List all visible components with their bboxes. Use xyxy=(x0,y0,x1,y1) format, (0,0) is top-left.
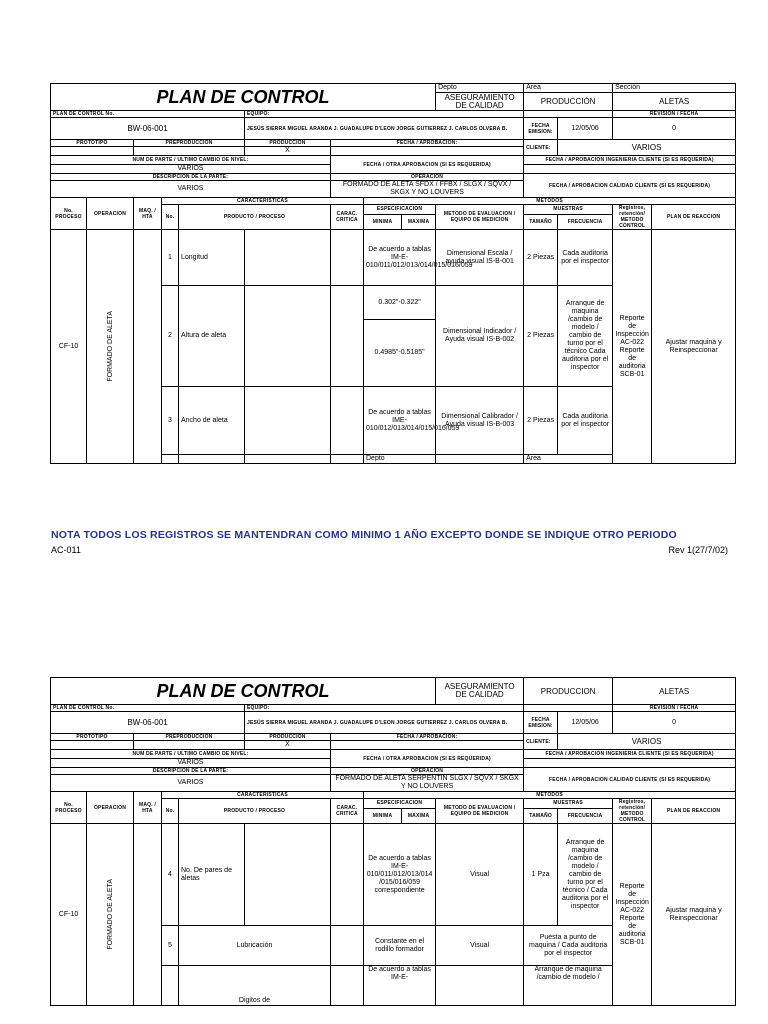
depto-label: Depto xyxy=(438,84,457,91)
row-1-metodo: Dimensional Escala / ayuda visual IS-B-001 xyxy=(436,230,524,286)
form2-header-caracteristicas: CARACTERISTICAS xyxy=(237,792,288,798)
row-2-producto: Altura de aleta xyxy=(179,286,245,387)
form2-header-frecuencia: FRECUENCIA xyxy=(567,812,603,819)
row-3-no: 3 xyxy=(162,387,179,455)
retention-note: NOTA TODOS LOS REGISTROS SE MANTENDRAN COMO MINIMO 1 AÑO EXCEPTO DONDE SE INDIQUE OTRO PERIODO xyxy=(51,529,677,541)
header-no: No. xyxy=(165,214,175,220)
form2-header-evaluacion: METODO DE EVALUACION / EQUIPO DE MEDICION xyxy=(443,805,516,817)
row-2-frecuencia: Arranque de maquina /cambio de modelo / cambio de turno por el técnico Cada auditoria por el inspector xyxy=(558,286,613,387)
registro-value: Reporte de Inspección AC-022 Reporte de auditoria SCB-01 xyxy=(613,230,652,464)
bottom-area-label: Area xyxy=(526,455,541,462)
form2-header-metodos: METODOS xyxy=(536,792,563,798)
form2-header-no: No. xyxy=(165,808,175,814)
depto-value: ASEGURAMIENTO DE CALIDAD xyxy=(444,92,515,110)
form2-cliente-value: VARIOS xyxy=(631,737,662,746)
row-1-producto: Longitud xyxy=(179,230,245,286)
form2-row-5-no: 5 xyxy=(162,926,179,966)
row-3-producto: Ancho de aleta xyxy=(179,387,245,455)
control-plan-form-1 xyxy=(50,83,735,464)
cliente-label: CLIENTE: xyxy=(526,144,551,151)
form2-row-4-producto: No. De pares de aletas xyxy=(179,824,245,926)
form2-area-value: PRODUCCION xyxy=(540,686,596,696)
form2-row-5-metodo: Visual xyxy=(436,926,524,966)
form2-header-muestras: MUESTRAS xyxy=(553,800,583,807)
equipo-value: JESÚS SIERRA MIGUEL ARANDA J. GUADALUPE D'LEON JORGE GUTIERREZ J. CARLOS OLVERA B. xyxy=(247,125,508,132)
form-revision: Rev 1(27/7/02) xyxy=(668,545,728,555)
form2-row-5-producto: Lubricación xyxy=(179,926,331,966)
header-no-proceso: No. PROCESO xyxy=(55,207,82,220)
form2-plan-number-label: PLAN DE CONTROL No. xyxy=(53,705,115,711)
form2-row-4-tamano: 1 Pza xyxy=(524,824,558,926)
form2-preproduccion-label: PREPRODUCCION xyxy=(165,734,213,740)
num-parte-label: NUM DE PARTE / ULTIMO CAMBIO DE NIVEL: xyxy=(132,157,249,163)
descripcion-value: VARIOS xyxy=(177,185,204,192)
fecha-emision-value: 12/05/06 xyxy=(571,124,599,132)
form2-produccion-label: PRODUCCION xyxy=(269,734,306,740)
plan-number-value: BW-06-001 xyxy=(127,124,168,133)
form2-fecha-emision-value: 12/05/06 xyxy=(571,718,599,726)
form2-header-registros: Registros, retención/ METODO CONTROL xyxy=(618,799,646,823)
cliente-value: VARIOS xyxy=(631,143,662,152)
fecha-otra-label: FECHA / OTRA APROBACION (SI ES REQUERIDA) xyxy=(363,161,491,168)
form2-header-especificacion: ESPECIFICACION xyxy=(376,800,423,807)
row-3-spec: De acuerdo a tablas IME-010/012/013/014/015/016/059 xyxy=(364,387,436,455)
form2-fecha-emision-label: FECHA EMISION: xyxy=(528,716,553,729)
form2-header-plan-reaccion: PLAN DE REACCION xyxy=(667,808,721,814)
form2-descripcion-label: DESCRIPCION DE LA PARTE: xyxy=(152,768,229,774)
form2-row-4-metodo: Visual xyxy=(436,824,524,926)
form2-registro-value: Reporte de Inspección AC-022 Reporte de auditoria SCB-01 xyxy=(613,824,652,1006)
form2-operacion-value: FORMADO DE ALETA SERPENTIN SLGX / SQVX / SKGX Y NO LOUVERS xyxy=(335,775,519,790)
row-1-spec: De acuerdo a tablas IM-E-010/011/012/013/014/015/016/059 xyxy=(364,230,436,286)
form2-header-carac-critica: CARAC. CRITICA xyxy=(336,805,358,817)
header-producto: PRODUCTO / PROCESO xyxy=(223,214,286,220)
form2-header-maxima: MAXIMA xyxy=(407,812,430,819)
form2-prototipo-label: PROTOTIPO xyxy=(76,734,108,740)
form2-row-6-spec: De acuerdo a tablas IM-E- xyxy=(364,966,436,1006)
area-value: PRODUCCIÓN xyxy=(540,97,596,106)
header-registros: Registros, retención/ METODO CONTROL xyxy=(618,205,646,229)
header-metodos: METODOS xyxy=(536,198,563,204)
form2-row-4-no: 4 xyxy=(162,824,179,926)
prototipo-label: PROTOTIPO xyxy=(76,140,108,146)
produccion-label: PRODUCCION xyxy=(269,140,306,146)
form2-proceso-value: CF-10 xyxy=(58,910,79,918)
operacion-value: FORMADO DE ALETA SFDX / FFBX / SLGX / SQVX / SKGX Y NO LOUVERS xyxy=(342,181,512,196)
row-2-spec-a: 0.302"-0.322" xyxy=(364,286,436,320)
row-3-frecuencia: Cada auditoria por el inspector xyxy=(558,387,613,455)
row-2-tamano: 2 Piezas xyxy=(524,286,558,387)
form2-seccion-value: ALETAS xyxy=(659,686,690,696)
header-caracteristicas: CARACTERISTICAS xyxy=(237,198,288,204)
form2-plan-number-value: BW-06-001 xyxy=(127,718,168,727)
control-plan-form-2 xyxy=(50,677,735,1006)
form2-cliente-label: CLIENTE: xyxy=(526,738,551,745)
form2-produccion-mark: X xyxy=(285,741,290,748)
equipo-label: EQUIPO: xyxy=(247,111,270,117)
form2-descripcion-value: VARIOS xyxy=(177,779,204,786)
form2-fecha-calidad-label: FECHA / APROBACION CALIDAD CLIENTE (SI ES REQUERIDA) xyxy=(549,776,711,783)
form2-fecha-otra-label: FECHA / OTRA APROBACION (SI ES REQUERIDA) xyxy=(363,755,491,762)
form2-depto-value: ASEGURAMIENTO DE CALIDAD xyxy=(444,682,515,699)
header-frecuencia: FRECUENCIA xyxy=(567,218,603,225)
form2-reaccion-value: Ajustar maquina y Reinspeccionar xyxy=(652,824,736,1006)
header-maxima: MAXIMA xyxy=(407,218,430,225)
form2-title: PLAN DE CONTROL xyxy=(156,680,330,701)
descripcion-label: DESCRIPCION DE LA PARTE: xyxy=(152,174,229,180)
row-2-metodo: Dimensional Indicador / Ayuda visual IS-B-002 xyxy=(436,286,524,387)
form2-operacion-label: OPERACION xyxy=(411,768,444,774)
form2-header-maq: MAQ. / HTA xyxy=(138,801,157,814)
form2-header-no-proceso: No. PROCESO xyxy=(55,801,82,814)
form2-fecha-ingenieria-label: FECHA / APROBACION INGENIERIA CLIENTE (SI ES REQUERIDA) xyxy=(545,751,714,757)
form2-row-4-spec: De acuerdo a tablas IM-E-010/011/012/013/014 /015/016/059 correspondiente xyxy=(364,824,436,926)
revision-label: REVISION / FECHA xyxy=(649,111,699,117)
fecha-emision-label: FECHA EMISION: xyxy=(528,122,553,135)
fecha-aprobacion-label: FECHA / APROBACION: xyxy=(396,140,458,146)
bottom-depto-label: Depto xyxy=(366,455,385,462)
form2-num-parte-value: VARIOS xyxy=(177,759,204,766)
header-operacion: OPERACION xyxy=(93,210,127,217)
reaccion-value: Ajustar maquina y Reinspeccionar xyxy=(652,230,736,464)
fecha-ingenieria-label: FECHA / APROBACION INGENIERIA CLIENTE (SI ES REQUERIDA) xyxy=(545,157,714,163)
header-maq: MAQ. / HTA xyxy=(138,207,157,220)
form2-equipo-label: EQUIPO: xyxy=(247,705,270,711)
produccion-mark: X xyxy=(285,147,290,154)
form2-num-parte-label: NUM DE PARTE / ULTIMO CAMBIO DE NIVEL: xyxy=(132,751,249,757)
form2-row-5-spec: Constante en el rodillo formador xyxy=(364,926,436,966)
form2-header-operacion: OPERACION xyxy=(93,804,127,811)
row-1-frecuencia: Cada auditoria por el inspector xyxy=(558,230,613,286)
row-1-tamano: 2 Piezas xyxy=(524,230,558,286)
proceso-value: CF-10 xyxy=(58,342,79,350)
header-especificacion: ESPECIFICACION xyxy=(376,206,423,213)
form2-header-minima: MINIMA xyxy=(372,812,393,819)
preproduccion-label: PREPRODUCCION xyxy=(165,140,213,146)
form2-fecha-aprobacion-label: FECHA / APROBACION: xyxy=(396,734,458,740)
header-minima: MINIMA xyxy=(372,218,393,225)
row-2-no: 2 xyxy=(162,286,179,387)
form-title: PLAN DE CONTROL xyxy=(156,86,330,107)
num-parte-value: VARIOS xyxy=(177,165,204,172)
plan-number-label: PLAN DE CONTROL No. xyxy=(53,111,115,117)
row-3-tamano: 2 Piezas xyxy=(524,387,558,455)
header-carac-critica: CARAC. CRITICA xyxy=(336,211,358,223)
operacion-vertical: FORMADO DE ALETA xyxy=(106,311,114,382)
form2-row-6-frecuencia: Arranque de maquina /cambio de modelo / xyxy=(524,966,613,1006)
row-2-spec-b: 0.4985"-0.5185" xyxy=(364,320,436,387)
row-1-no: 1 xyxy=(162,230,179,286)
form2-equipo-value: JESÚS SIERRA MIGUEL ARANDA J. GUADALUPE D'LEON JORGE GUTIERREZ J. CARLOS OLVERA B. xyxy=(247,719,508,726)
form2-revision-value: 0 xyxy=(672,718,677,726)
fecha-calidad-label: FECHA / APROBACION CALIDAD CLIENTE (SI ES REQUERIDA) xyxy=(549,182,711,189)
form2-operacion-vertical: FORMADO DE ALETA xyxy=(106,879,114,950)
area-label: Area xyxy=(526,84,541,91)
row-3-metodo: Dimensional Calibrador / Ayuda visual IS-B-003 xyxy=(436,387,524,455)
form2-header-tamano: TAMAÑO xyxy=(529,812,552,819)
header-tamano: TAMAÑO xyxy=(529,218,552,225)
form2-revision-label: REVISION / FECHA xyxy=(649,705,699,711)
header-plan-reaccion: PLAN DE REACCION xyxy=(667,214,721,220)
revision-value: 0 xyxy=(672,124,677,132)
seccion-value: ALETAS xyxy=(659,97,690,106)
operacion-label: OPERACION xyxy=(411,174,444,180)
seccion-label: Sección xyxy=(615,84,641,91)
form2-row-5-frecuencia: Puesta a punto de maquina / Cada auditoria por el inspector xyxy=(524,926,613,966)
header-muestras: MUESTRAS xyxy=(553,206,583,213)
form2-header-producto: PRODUCTO / PROCESO xyxy=(223,808,286,814)
header-evaluacion: METODO DE EVALUACION / EQUIPO DE MEDICION xyxy=(443,211,516,223)
form2-row-6-producto: Digitos de xyxy=(179,966,331,1006)
form2-row-4-frecuencia: Arranque de maquina /cambio de modelo / cambio de turno por el técnico / Cada auditoria por el inspector xyxy=(558,824,613,926)
form-code: AC-011 xyxy=(51,545,81,555)
